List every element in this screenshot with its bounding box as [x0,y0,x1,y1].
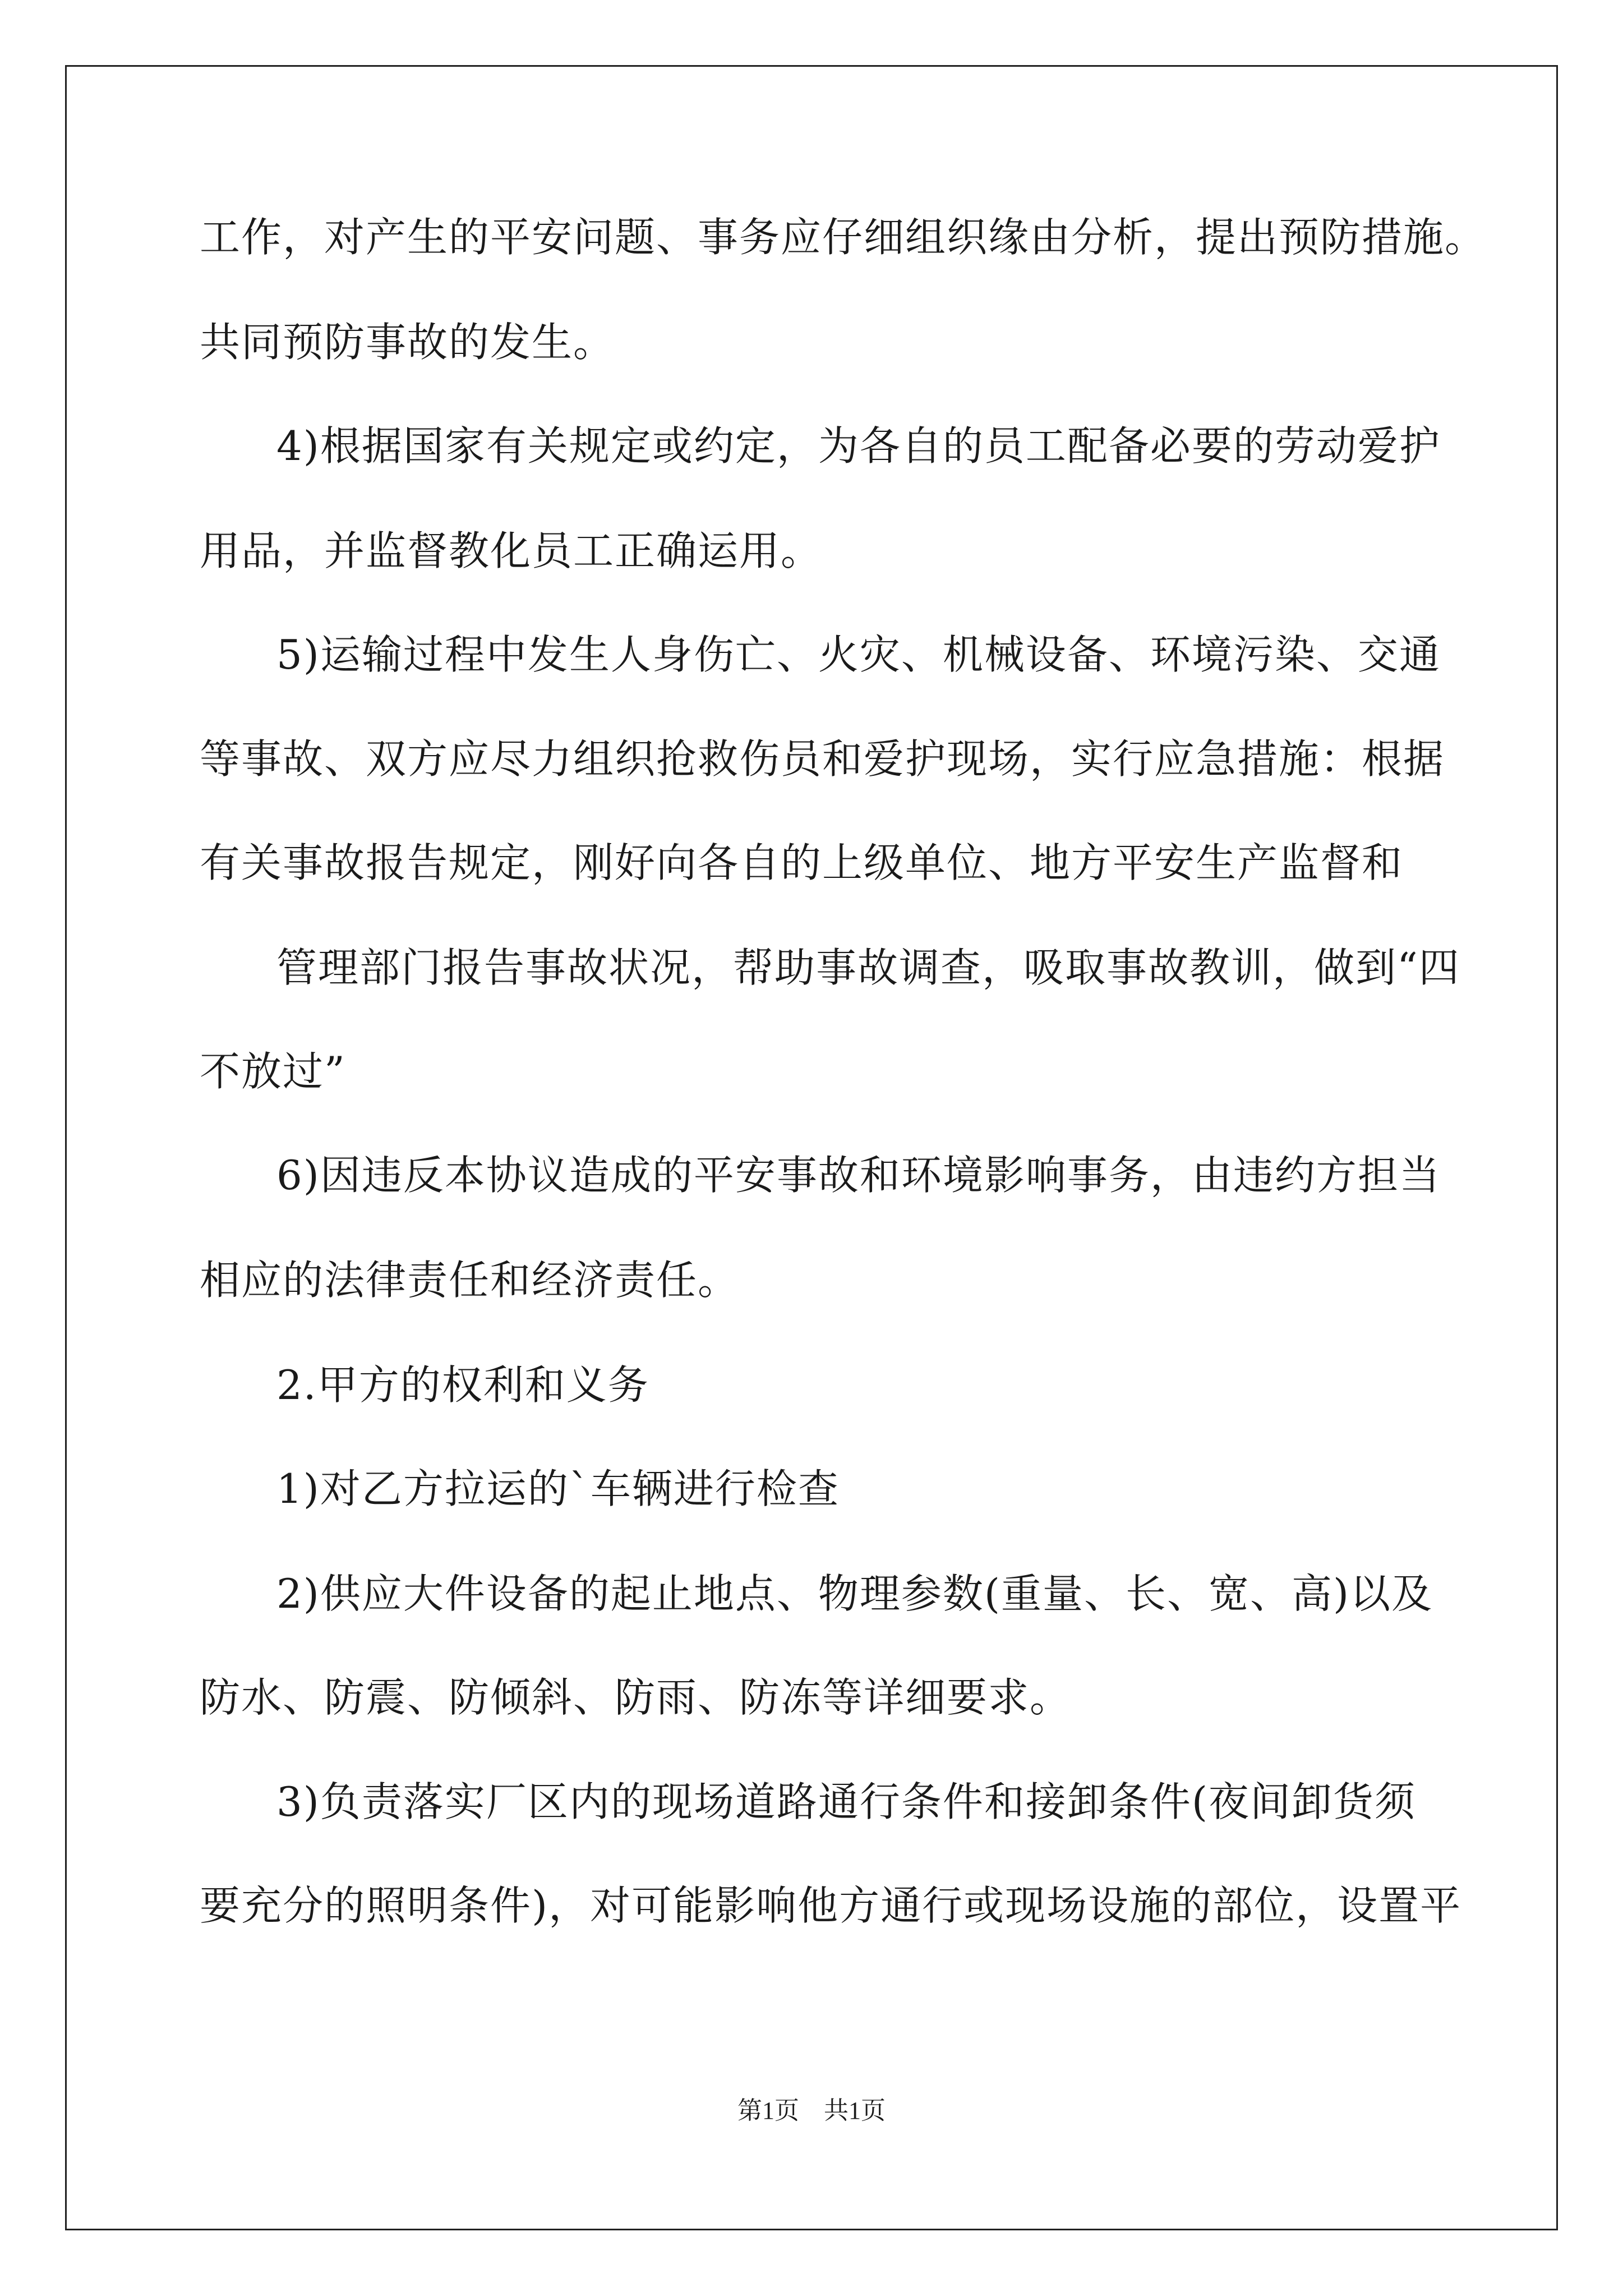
text-line: 2.甲方的权利和义务 [276,1361,649,1409]
text-line: 1)对乙方拉运的`车辆进行检查 [276,1465,840,1512]
text-line: 4)根据国家有关规定或约定，为各自的员工配备必要的劳动爱护 [276,422,1441,470]
text-line: 5)运输过程中发生人身伤亡、火灾、机械设备、环境污染、交通 [276,631,1441,678]
text-line: 有关事故报告规定，刚好向各自的上级单位、地方平安生产监督和 [200,839,1404,886]
text-line: 防水、防震、防倾斜、防雨、防冻等详细要求。 [200,1674,1072,1721]
text-line: 不放过” [200,1048,346,1095]
text-line: 相应的法律责任和经济责任。 [200,1257,740,1304]
text-line: 要充分的照明条件)，对可能影响他方通行或现场设施的部位，设置平 [200,1882,1462,1929]
text-line: 共同预防事故的发生。 [200,319,615,366]
text-line: 用品，并监督教化员工正确运用。 [200,527,823,574]
page-number-footer: 第1页 共1页 [737,2097,886,2124]
text-line: 等事故、双方应尽力组织抢救伤员和爱护现场，实行应急措施：根据 [200,735,1445,783]
text-line: 6)因违反本协议造成的平安事故和环境影响事务，由违约方担当 [276,1152,1441,1199]
text-line: 工作，对产生的平安问题、事务应仔细组织缘由分析，提出预防措施。 [200,214,1487,261]
text-line: 2)供应大件设备的起止地点、物理参数(重量、长、宽、高)以及 [276,1570,1433,1617]
text-line: 3)负责落实厂区内的现场道路通行条件和接卸条件(夜间卸货须 [276,1778,1416,1825]
text-line: 管理部门报告事故状况，帮助事故调查，吸取事故教训，做到“四 [276,944,1460,991]
